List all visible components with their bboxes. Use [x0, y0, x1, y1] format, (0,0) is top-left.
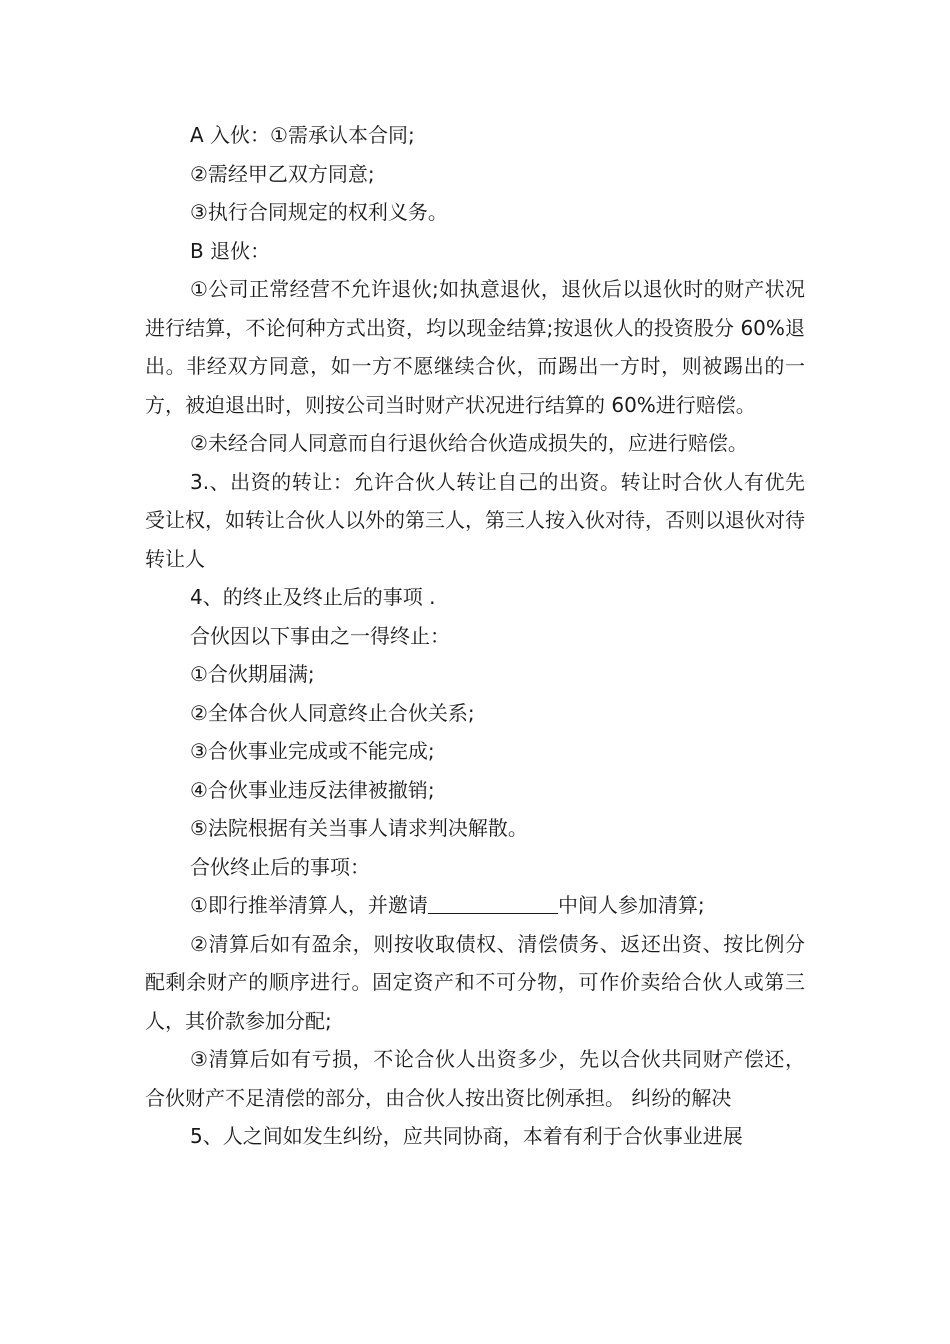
withdrawal-item-2: ②未经合同人同意而自行退伙给合伙造成损失的，应进行赔偿。	[190, 431, 748, 455]
document-body	[145, 116, 805, 1156]
admission-item-3: ③执行合同规定的权利义务。	[190, 200, 448, 224]
termination-intro: 合伙因以下事由之一得终止：	[190, 623, 450, 648]
termination-heading: 4、的终止及终止后的事项 .	[190, 585, 436, 609]
withdrawal-heading: B 退伙：	[190, 238, 271, 263]
admission-heading: A 入伙：①需承认本合同;	[190, 123, 415, 147]
post-termination-heading: 合伙终止后的事项：	[190, 854, 370, 879]
admission-item-2: ②需经甲乙双方同意;	[190, 161, 375, 186]
post-termination-item-2: ②清算后如有盈余，则按收取债权、清偿债务、返还出资、按比例分配剩余财产的顺序进行。固定资产和不可分物，可作价卖给合伙人或第三人，其价款参加分配;	[145, 931, 805, 1033]
termination-reason-4: ④合伙事业违反法律被撤销;	[190, 777, 435, 802]
clearing-text-before: ①即行推举清算人，并邀请	[190, 893, 428, 917]
termination-reason-5: ⑤法院根据有关当事人请求判决解散。	[190, 816, 528, 840]
post-termination-item-1	[145, 886, 805, 925]
dispute-clause: 5、人之间如发生纠纷，应共同协商，本着有利于合伙事业进展	[190, 1124, 743, 1148]
post-termination-item-3: ③清算后如有亏损，不论合伙人出资多少，先以合伙共同财产偿还，合伙财产不足清偿的部分，由合伙人按出资比例承担。 纠纷的解决	[145, 1047, 805, 1110]
clearing-text-after: 中间人参加清算;	[557, 893, 705, 917]
termination-reason-3: ③合伙事业完成或不能完成;	[190, 739, 435, 763]
capital-transfer-clause: 3.、出资的转让：允许合伙人转让自己的出资。转让时合伙人有优先受让权，如转让合伙人以外的第三人，第三人按入伙对待，否则以退伙对待转让人	[145, 469, 805, 571]
termination-reason-1: ①合伙期届满;	[190, 662, 315, 686]
fill-in-blank[interactable]	[428, 887, 558, 914]
termination-reason-2: ②全体合伙人同意终止合伙关系;	[190, 700, 475, 725]
withdrawal-item-1: ①公司正常经营不允许退伙;如执意退伙，退伙后以退伙时的财产状况进行结算，不论何种方式出资，均以现金结算;按退伙人的投资股分 60%退出。非经双方同意，如一方不愿继续合伙，而踢出一方时，则被踢出的一方，被迫退出时，则按公司当时财产状况进行结算的 60%进行赔偿。	[145, 277, 805, 417]
